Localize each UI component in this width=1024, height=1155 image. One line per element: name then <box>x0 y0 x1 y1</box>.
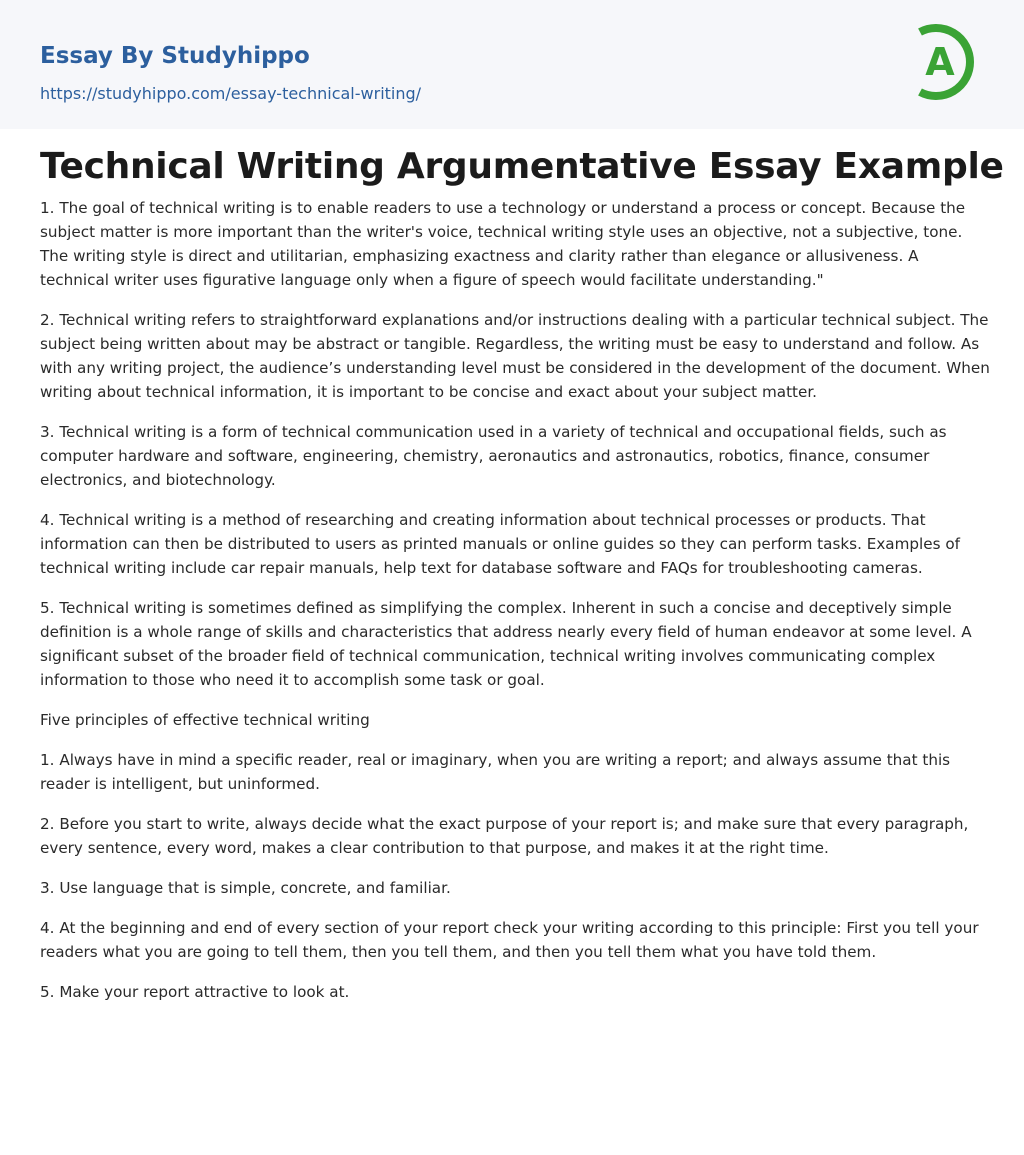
site-title[interactable]: Essay By Studyhippo <box>40 43 310 69</box>
studyhippo-logo-icon[interactable] <box>912 18 986 106</box>
essay-body <box>40 196 990 1004</box>
principle-item: 2. Before you start to write, always decide what the exact purpose of your report is; and make sure that every paragraph, every sentence, every word, makes a clear contribution to that purpose, and makes it at the right time. <box>40 815 969 857</box>
principle-item: 1. Always have in mind a specific reader, real or imaginary, when you are writing a report; and always assume that this reader is intelligent, but uninformed. <box>40 751 951 793</box>
paragraph: 2. Technical writing refers to straightforward explanations and/or instructions dealing with a particular technical subject. The subject being written about may be abstract or tangible. Regardless, the writing must be easy to understand and follow. As with any writing project, the audience’s understanding level must be considered in the development of the document. When writing about technical information, it is important to be concise and exact about your subject matter. <box>40 311 990 401</box>
essay-content <box>40 140 1004 1020</box>
source-url-link[interactable]: https://studyhippo.com/essay-technical-writing/ <box>40 84 422 103</box>
paragraph: 5. Technical writing is sometimes defined as simplifying the complex. Inherent in such a concise and deceptively simple definition is a whole range of skills and characteristics that address nearly every field of human endeavor at some level. A significant subset of the broader field of technical communication, technical writing involves communicating complex information to those who need it to accomplish some task or goal. <box>40 599 972 689</box>
paragraph: 1. The goal of technical writing is to enable readers to use a technology or understand a process or concept. Because the subject matter is more important than the writer's voice, technical writing style uses an objective, not a subjective, tone. The writing style is direct and utilitarian, emphasizing exactness and clarity rather than elegance or allusiveness. A technical writer uses figurative language only when a figure of speech would facilitate understanding." <box>40 199 966 289</box>
site-header <box>0 0 1024 129</box>
principle-item: 4. At the beginning and end of every section of your report check your writing according to this principle: First you tell your readers what you are going to tell them, then you tell them, and then you tell them what you have told them. <box>40 919 979 961</box>
principle-item: 5. Make your report attractive to look at. <box>40 983 350 1001</box>
section-heading: Five principles of effective technical writing <box>40 711 370 729</box>
essay-title: Technical Writing Argumentative Essay Example <box>40 146 1004 187</box>
paragraph: 4. Technical writing is a method of researching and creating information about technical processes or products. That information can then be distributed to users as printed manuals or online guides so they can perform tasks. Examples of technical writing include car repair manuals, help text for database software and FAQs for troubleshooting cameras. <box>40 511 960 577</box>
paragraph: 3. Technical writing is a form of technical communication used in a variety of technical and occupational fields, such as computer hardware and software, engineering, chemistry, aeronautics and astronautics, robotics, finance, consumer electronics, and biotechnology. <box>40 423 947 489</box>
logo-letter: A <box>925 40 955 84</box>
principle-item: 3. Use language that is simple, concrete, and familiar. <box>40 879 451 897</box>
